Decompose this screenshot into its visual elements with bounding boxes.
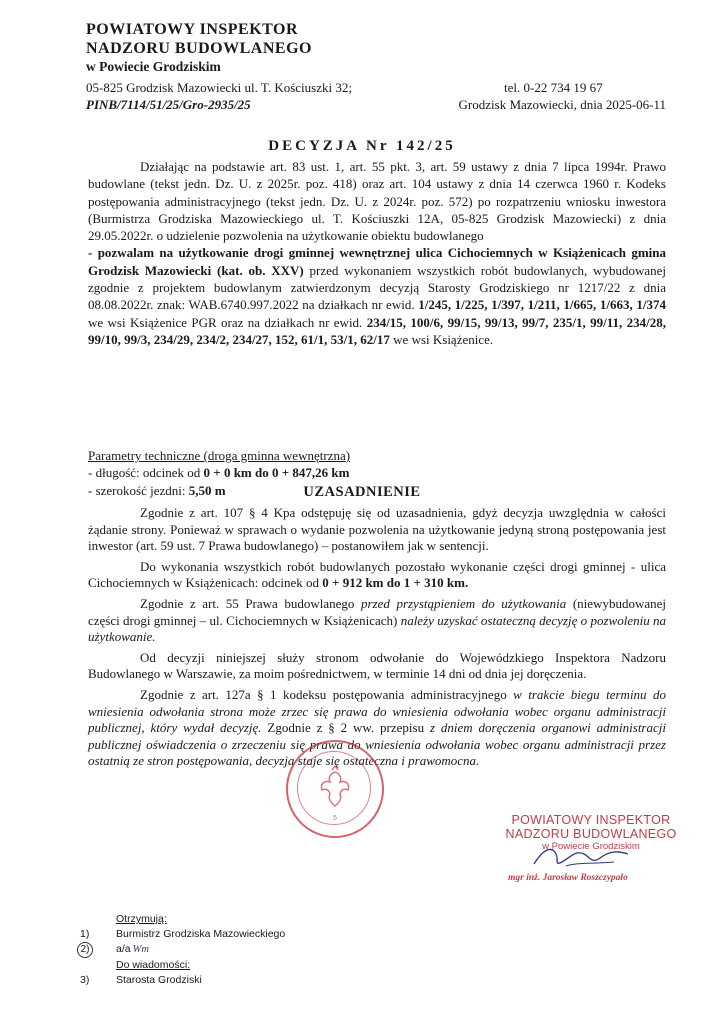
recipient-name: Burmistrz Grodziska Mazowieckiego xyxy=(116,928,286,940)
param-length xyxy=(88,464,666,481)
plot-numbers-1: 1/245, 1/225, 1/397, 1/211, 1/665, 1/663, 1/374 xyxy=(418,297,666,313)
p5-text2: Zgodnie z § 2 ww. przepisu xyxy=(261,720,430,736)
justification-p1: Zgodnie z art. 107 § 4 Kpa odstępuję się od uzasadnienia, gdyż decyzja uwzględnia w całości żądanie strony. Ponieważ w sprawach o wydanie pozwolenia na użytkowanie jedyną stroną postępowania jest inwestor (art. 59 ust. 7 Prawa budowlanego) – postanowiłem jak w sentencji. xyxy=(88,505,666,554)
param-width-label: - szerokość jezdni: xyxy=(88,482,189,498)
grant-text-2: we wsi Książenice PGR oraz na działkach nr ewid. xyxy=(88,314,367,330)
recipient-item xyxy=(80,942,400,958)
place-date: Grodzisk Mazowiecki, dnia 2025-06-11 xyxy=(458,97,666,112)
decision-intro: Działając na podstawie art. 83 ust. 1, art. 55 pkt. 3, art. 59 ustawy z dnia 7 lipca 1994r. Prawo budowlane (tekst jedn. Dz. U. z 2025r. poz. 418) oraz art. 104 ustawy z dnia 14 czerwca 1960 r. Kodeks postępowania administracyjnego (tekst jedn. Dz. U. z 2024r. poz. 572) po rozpatrzeniu wniosku inwestora (Burmistrza Grodziska Mazowieckiego ul. T. Kościuszki 12A, 05-825 Grodzisk Mazowiecki) z dnia 29.05.2022r. o udzielenie pozwolenia na użytkowanie obiektu budowlanego xyxy=(88,159,666,244)
org-address: 05-825 Grodzisk Mazowiecki ul. T. Kościuszki 32; xyxy=(86,80,352,95)
signature-icon xyxy=(526,840,636,874)
recipients-heading: Otrzymują: xyxy=(116,913,167,925)
recipient-name: Starosta Grodziski xyxy=(116,974,202,986)
p3-italic1: przed przystąpieniem do użytkowania xyxy=(360,595,567,611)
decision-grant xyxy=(88,244,666,348)
handwritten-ack-mark: Wm xyxy=(132,944,149,955)
p3-text1: Zgodnie z art. 55 Prawa budowlanego xyxy=(140,595,361,611)
p2-text: Do wykonania wszystkich robót budowlanych pozostało wykonanie części drogi gminnej - ulica Cichociemnych w Książenicach: odcinek od xyxy=(88,558,666,591)
recipient-name: a/a xyxy=(116,943,131,955)
circled-number: 2) xyxy=(77,942,93,958)
p5-italic1: w trakcie biegu terminu do wniesienia odwołania strona może zrzec się prawa do wniesienia odwołania wobec organu administracji publicznej, który wydał decyzję. xyxy=(88,686,666,736)
stamp-line1: POWIATOWY INSPEKTOR xyxy=(511,813,671,827)
param-width-value: 5,50 m xyxy=(188,482,226,498)
org-name-line1: POWIATOWY INSPEKTOR xyxy=(86,21,299,38)
org-name-line3: w Powiecie Grodziskim xyxy=(86,59,221,74)
org-name-line2: NADZORU BUDOWLANEGO xyxy=(86,40,312,57)
justification-p2 xyxy=(88,559,666,592)
param-length-label: - długość: odcinek od xyxy=(88,465,204,481)
recipient-number xyxy=(80,942,116,958)
justification-p4: Od decyzji niniejszej służy stronom odwołanie do Wojewódzkiego Inspektora Nadzoru Budowlanego w Warszawie, za moim pośrednictwem, w terminie 14 dni od dnia jej doręczenia. xyxy=(88,649,666,682)
address-row xyxy=(86,79,666,96)
justification-title: UZASADNIENIE xyxy=(303,484,421,500)
p3-italic2: należy uzyskać ostateczną decyzję o pozwoleniu na użytkowanie. xyxy=(88,612,666,645)
info-heading: Do wiadomości: xyxy=(116,959,191,971)
letterhead xyxy=(86,20,666,113)
justification-p3 xyxy=(88,596,666,646)
stamp-line2: NADZORU BUDOWLANEGO xyxy=(505,827,677,841)
grant-text-3: we wsi Książenice. xyxy=(389,331,494,347)
justification-body xyxy=(88,505,666,772)
param-length-value: 0 + 0 km do 0 + 847,26 km xyxy=(203,465,350,481)
grant-text-1: przed wykonaniem wszystkich robót budowlanych, wybudowanej zgodnie z projektem budowlanym zatwierdzonym decyzją Starosty Grodziskiego nr 1217/22 z dnia 08.08.2022r. znak: WAB.6740.997.2022 na działkach nr ewid. xyxy=(88,262,666,313)
recipient-number: 3) xyxy=(80,974,90,986)
org-phone: tel. 0-22 734 19 67 xyxy=(504,80,603,95)
decision-title: DECYZJA Nr 142/25 xyxy=(268,138,456,154)
signer-name: mgr inż. Jarosław Roszczypało xyxy=(508,873,628,883)
stamp-line3: w Powiecie Grodziskim xyxy=(542,841,640,852)
params-heading: Parametry techniczne (droga gminna wewnętrzna) xyxy=(88,448,351,463)
decision-body xyxy=(88,158,666,348)
grant-statement: - pozwalam na użytkowanie drogi gminnej wewnętrznej ulica Cichociemnych w Książenicach gmina Grodzisk Mazowiecki (kat. ob. XXV) xyxy=(88,245,666,278)
p3-text2: (niewybudowanej części drogi gminnej – ul. Cichociemnych w Książenicach) xyxy=(88,595,666,628)
seal-eagle-icon xyxy=(288,742,382,836)
recipient-number: 1) xyxy=(80,928,90,940)
recipients-block xyxy=(80,912,400,988)
p5-italic2: z dniem doręczenia organowi administracji publicznej oświadczenia o zrzeczeniu się prawa do wniesienia odwołania wobec organu administracji przez ostatnią ze stron postępowania, decyzja staje się ostateczna i prawomocna. xyxy=(88,720,666,769)
seal-number: 5 xyxy=(333,815,337,822)
plot-numbers-2: 234/15, 100/6, 99/15, 99/13, 99/7, 235/1, 99/11, 234/28, 99/10, 99/3, 234/29, 234/2, 234/27, 152, 61/1, 53/1, 62/17 xyxy=(88,314,666,347)
p2-section: 0 + 912 km do 1 + 310 km. xyxy=(322,575,469,591)
p5-text: Zgodnie z art. 127a § 1 kodeksu postępowania administracyjnego xyxy=(140,686,514,702)
recipient-item xyxy=(80,927,400,942)
round-official-seal xyxy=(286,740,384,838)
case-reference: PINB/7114/51/25/Gro-2935/25 xyxy=(86,97,251,112)
reference-row xyxy=(86,96,666,113)
info-recipient-item xyxy=(80,973,400,988)
